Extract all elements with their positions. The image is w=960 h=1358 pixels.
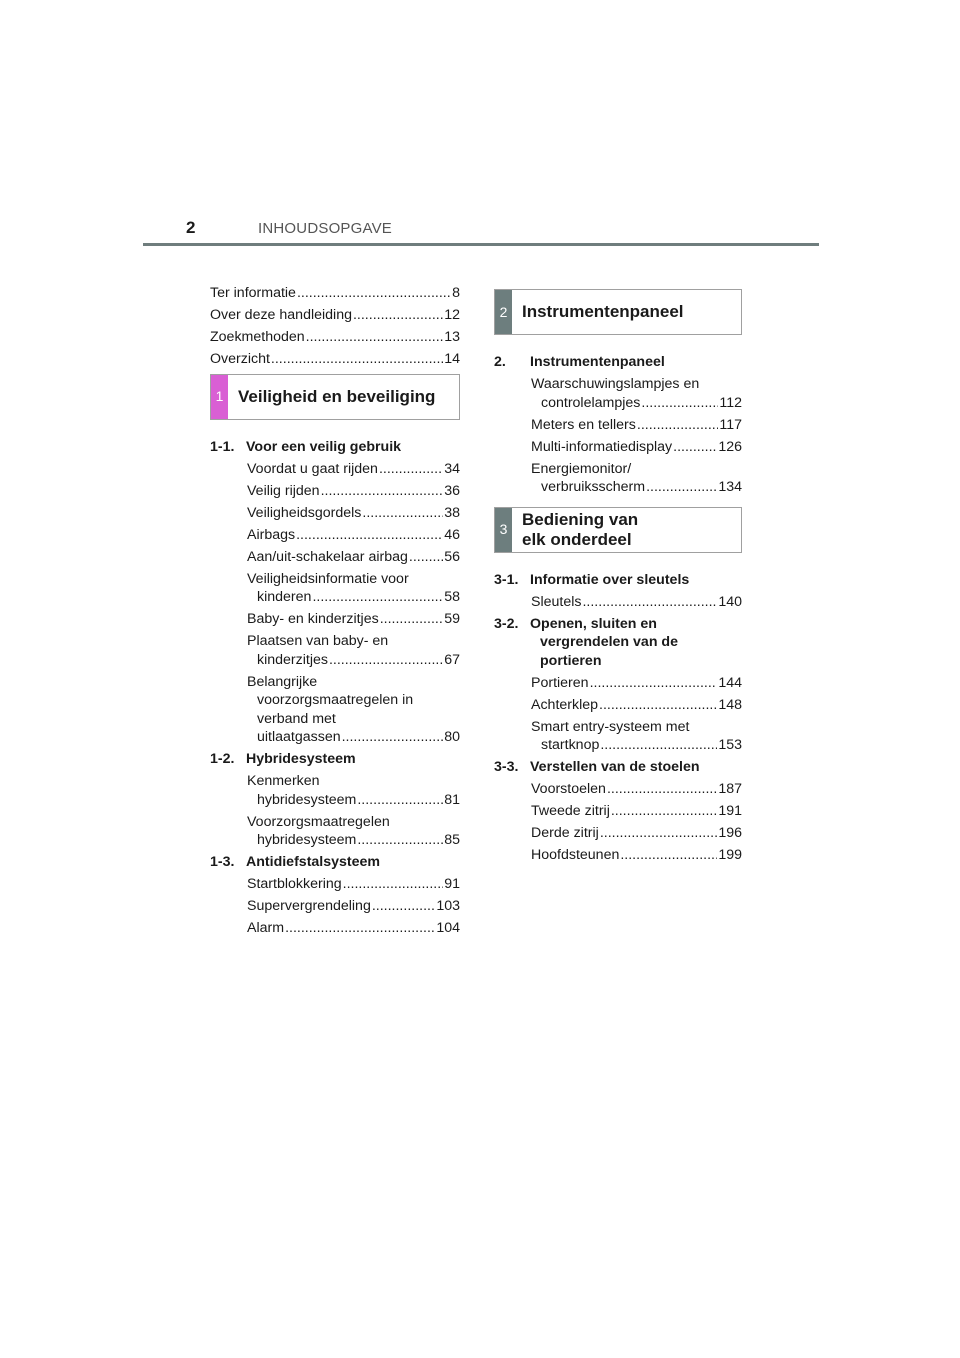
toc-entry[interactable] — [494, 846, 742, 865]
toc-entry-page: 34 — [444, 460, 460, 477]
chapter-box-1[interactable] — [210, 374, 460, 420]
section-code: 3-2. — [494, 615, 519, 632]
section-title-cont: portieren — [540, 652, 602, 669]
chapter-box-3[interactable] — [494, 507, 742, 553]
toc-entry[interactable] — [210, 570, 460, 607]
toc-entry-label-cont: hybridesysteem — [257, 791, 357, 808]
toc-entry-page: 153 — [718, 737, 742, 753]
section-heading[interactable] — [494, 353, 742, 372]
toc-entry-page: 117 — [719, 416, 742, 433]
toc-entry-page: 46 — [444, 526, 460, 543]
section-title: Hybridesysteem — [246, 751, 356, 767]
toc-entry[interactable] — [210, 526, 460, 545]
toc-entry[interactable] — [494, 416, 742, 435]
toc-entry-label-cont: startknop — [541, 737, 600, 753]
toc-entry-page: 148 — [718, 696, 742, 713]
toc-entry-page: 67 — [444, 651, 460, 668]
section-code: 3-1. — [494, 571, 519, 588]
section-title-cont: vergrendelen van de — [540, 634, 678, 650]
toc-entry[interactable] — [210, 897, 460, 916]
toc-entry-label: Kenmerken — [247, 773, 320, 789]
chapter-title-line: elk onderdeel — [522, 529, 632, 549]
toc-entry[interactable] — [210, 284, 460, 303]
section-code: 1-3. — [210, 854, 235, 870]
toc-entry-page: 104 — [436, 920, 460, 936]
page-number: 2 — [186, 218, 196, 237]
toc-entry[interactable] — [494, 438, 742, 457]
toc-entry[interactable] — [494, 696, 742, 715]
section-title: Verstellen van de stoelen — [530, 759, 700, 775]
toc-entry-label: Tweede zitrij — [531, 803, 610, 819]
toc-entry-page: 199 — [718, 847, 742, 863]
toc-entry-page: 56 — [444, 548, 460, 565]
toc-entry-label: Baby- en kinderzitjes — [247, 611, 379, 627]
toc-entry-page: 126 — [718, 438, 742, 455]
toc-entry[interactable] — [210, 328, 460, 347]
toc-entry-page: 103 — [436, 898, 460, 914]
chapter-title — [512, 508, 638, 552]
toc-entry[interactable] — [210, 673, 460, 747]
toc-entry[interactable] — [210, 306, 460, 325]
toc-entry[interactable] — [210, 482, 460, 501]
toc-entry[interactable] — [494, 375, 742, 412]
toc-entry-label: Multi-informatiedisplay — [531, 438, 673, 455]
toc-entry[interactable] — [210, 548, 460, 567]
toc-entry[interactable] — [210, 504, 460, 523]
section-code: 2. — [494, 354, 506, 370]
toc-entry[interactable] — [494, 593, 742, 612]
toc-entry-label: Over deze handleiding — [210, 307, 352, 323]
toc-entry-page: 81 — [444, 791, 460, 808]
toc-entry-label: Hoofdsteunen — [531, 847, 620, 863]
toc-entry-label: Plaatsen van baby- en — [247, 633, 389, 649]
section-title: Antidiefstalsysteem — [246, 854, 381, 870]
toc-left-column — [210, 284, 460, 941]
header-rule — [143, 243, 819, 246]
toc-entry-page: 36 — [444, 482, 460, 499]
section-title: Openen, sluiten en — [530, 615, 657, 632]
toc-entry-label-cont: controlelampjes — [541, 394, 641, 411]
toc-entry-page: 187 — [718, 781, 742, 797]
toc-right-column — [494, 284, 742, 868]
toc-entry-page: 140 — [718, 593, 742, 610]
chapter-title: Veiligheid en beveiliging — [238, 386, 436, 406]
toc-entry-label: Waarschuwingslampjes en — [531, 376, 700, 392]
toc-entry[interactable] — [210, 919, 460, 938]
toc-entry-label-cont: kinderen — [257, 589, 312, 605]
toc-entry-label: Voorstoelen — [531, 781, 606, 797]
toc-entry-page: 191 — [718, 803, 742, 819]
chapter-tab-number: 2 — [495, 290, 512, 334]
chapter-title-line: Bediening van — [522, 509, 639, 529]
section-heading[interactable] — [210, 853, 460, 872]
toc-entry-label: Supervergrendeling — [247, 898, 371, 914]
toc-entry-label: Smart entry-systeem met — [531, 718, 690, 735]
toc-entry-label-cont: verband met — [257, 710, 336, 727]
toc-entry[interactable] — [494, 824, 742, 843]
chapter-tab-number: 1 — [211, 375, 228, 419]
toc-entry[interactable] — [210, 772, 460, 809]
toc-entry-page: 58 — [444, 589, 460, 605]
section-code: 1-2. — [210, 751, 235, 767]
toc-entry-page: 91 — [444, 876, 460, 892]
chapter-tab-number: 3 — [495, 508, 512, 552]
toc-entry-label: Zoekmethoden — [210, 329, 305, 345]
toc-entry[interactable] — [494, 674, 742, 693]
toc-entry[interactable] — [210, 875, 460, 894]
chapter-title: Instrumentenpaneel — [522, 302, 684, 321]
section-heading[interactable] — [494, 758, 742, 777]
toc-entry[interactable] — [494, 802, 742, 821]
toc-entry[interactable] — [210, 813, 460, 850]
toc-entry[interactable] — [210, 610, 460, 629]
toc-entry[interactable] — [210, 460, 460, 479]
toc-entry-page: 80 — [444, 729, 460, 745]
toc-entry-label: Aan/uit-schakelaar airbag — [247, 548, 408, 565]
section-heading[interactable] — [210, 438, 460, 457]
toc-entry-label-cont: voorzorgsmaatregelen in — [257, 692, 414, 708]
toc-entry-label: Meters en tellers — [531, 416, 636, 433]
toc-entry-page: 134 — [718, 479, 742, 495]
section-title: Informatie over sleutels — [530, 571, 690, 588]
chapter-box-2[interactable] — [494, 289, 742, 335]
toc-entry[interactable] — [210, 632, 460, 669]
toc-entry-label-cont: verbruiksscherm — [541, 479, 646, 495]
toc-entry-label-cont: uitlaatgassen — [257, 729, 341, 745]
toc-entry-label: Startblokkering — [247, 876, 342, 892]
toc-entry[interactable] — [210, 350, 460, 369]
toc-entry-page: 196 — [718, 825, 742, 841]
toc-entry-label: Veiligheidsinformatie voor — [247, 570, 409, 587]
section-heading[interactable] — [494, 615, 742, 671]
toc-entry[interactable] — [494, 780, 742, 799]
section-heading[interactable] — [210, 750, 460, 769]
section-heading[interactable] — [494, 571, 742, 590]
section-code: 1-1. — [210, 438, 235, 455]
toc-entry-label: Voorzorgsmaatregelen — [247, 813, 390, 830]
toc-entry-page: 85 — [444, 832, 460, 848]
toc-entry-page: 13 — [444, 329, 460, 345]
toc-entry-page: 12 — [444, 307, 460, 323]
toc-entry-label: Belangrijke — [247, 673, 318, 690]
toc-entry-label: Airbags — [247, 526, 296, 543]
toc-entry-label: Achterklep — [531, 696, 599, 713]
toc-entry-label: Veiligheidsgordels — [247, 504, 362, 521]
toc-entry-label: Alarm — [247, 920, 285, 936]
section-title: Voor een veilig gebruik — [246, 438, 402, 455]
section-title: Instrumentenpaneel — [530, 354, 665, 370]
toc-entry-label: Derde zitrij — [531, 825, 599, 841]
page-header-title: INHOUDSOPGAVE — [258, 220, 393, 237]
toc-entry-label: Overzicht — [210, 351, 270, 367]
toc-entry[interactable] — [494, 718, 742, 755]
toc-entry-page: 38 — [444, 504, 460, 521]
toc-entry-page: 59 — [444, 611, 460, 627]
toc-entry-page: 8 — [452, 285, 460, 301]
toc-entry-label: Energiemonitor/ — [531, 460, 632, 477]
toc-entry-page: 112 — [719, 394, 742, 411]
toc-entry[interactable] — [494, 460, 742, 497]
toc-entry-label: Veilig rijden — [247, 482, 320, 499]
toc-entry-label: Ter informatie — [210, 285, 296, 301]
toc-entry-label-cont: kinderzitjes — [257, 651, 328, 668]
toc-entry-page: 144 — [718, 674, 742, 691]
section-code: 3-3. — [494, 759, 519, 775]
toc-entry-label: Voordat u gaat rijden — [247, 460, 378, 477]
toc-entry-label: Sleutels — [531, 593, 582, 610]
toc-entry-page: 14 — [444, 351, 460, 367]
toc-entry-label: Portieren — [531, 674, 589, 691]
toc-entry-label-cont: hybridesysteem — [257, 832, 357, 848]
